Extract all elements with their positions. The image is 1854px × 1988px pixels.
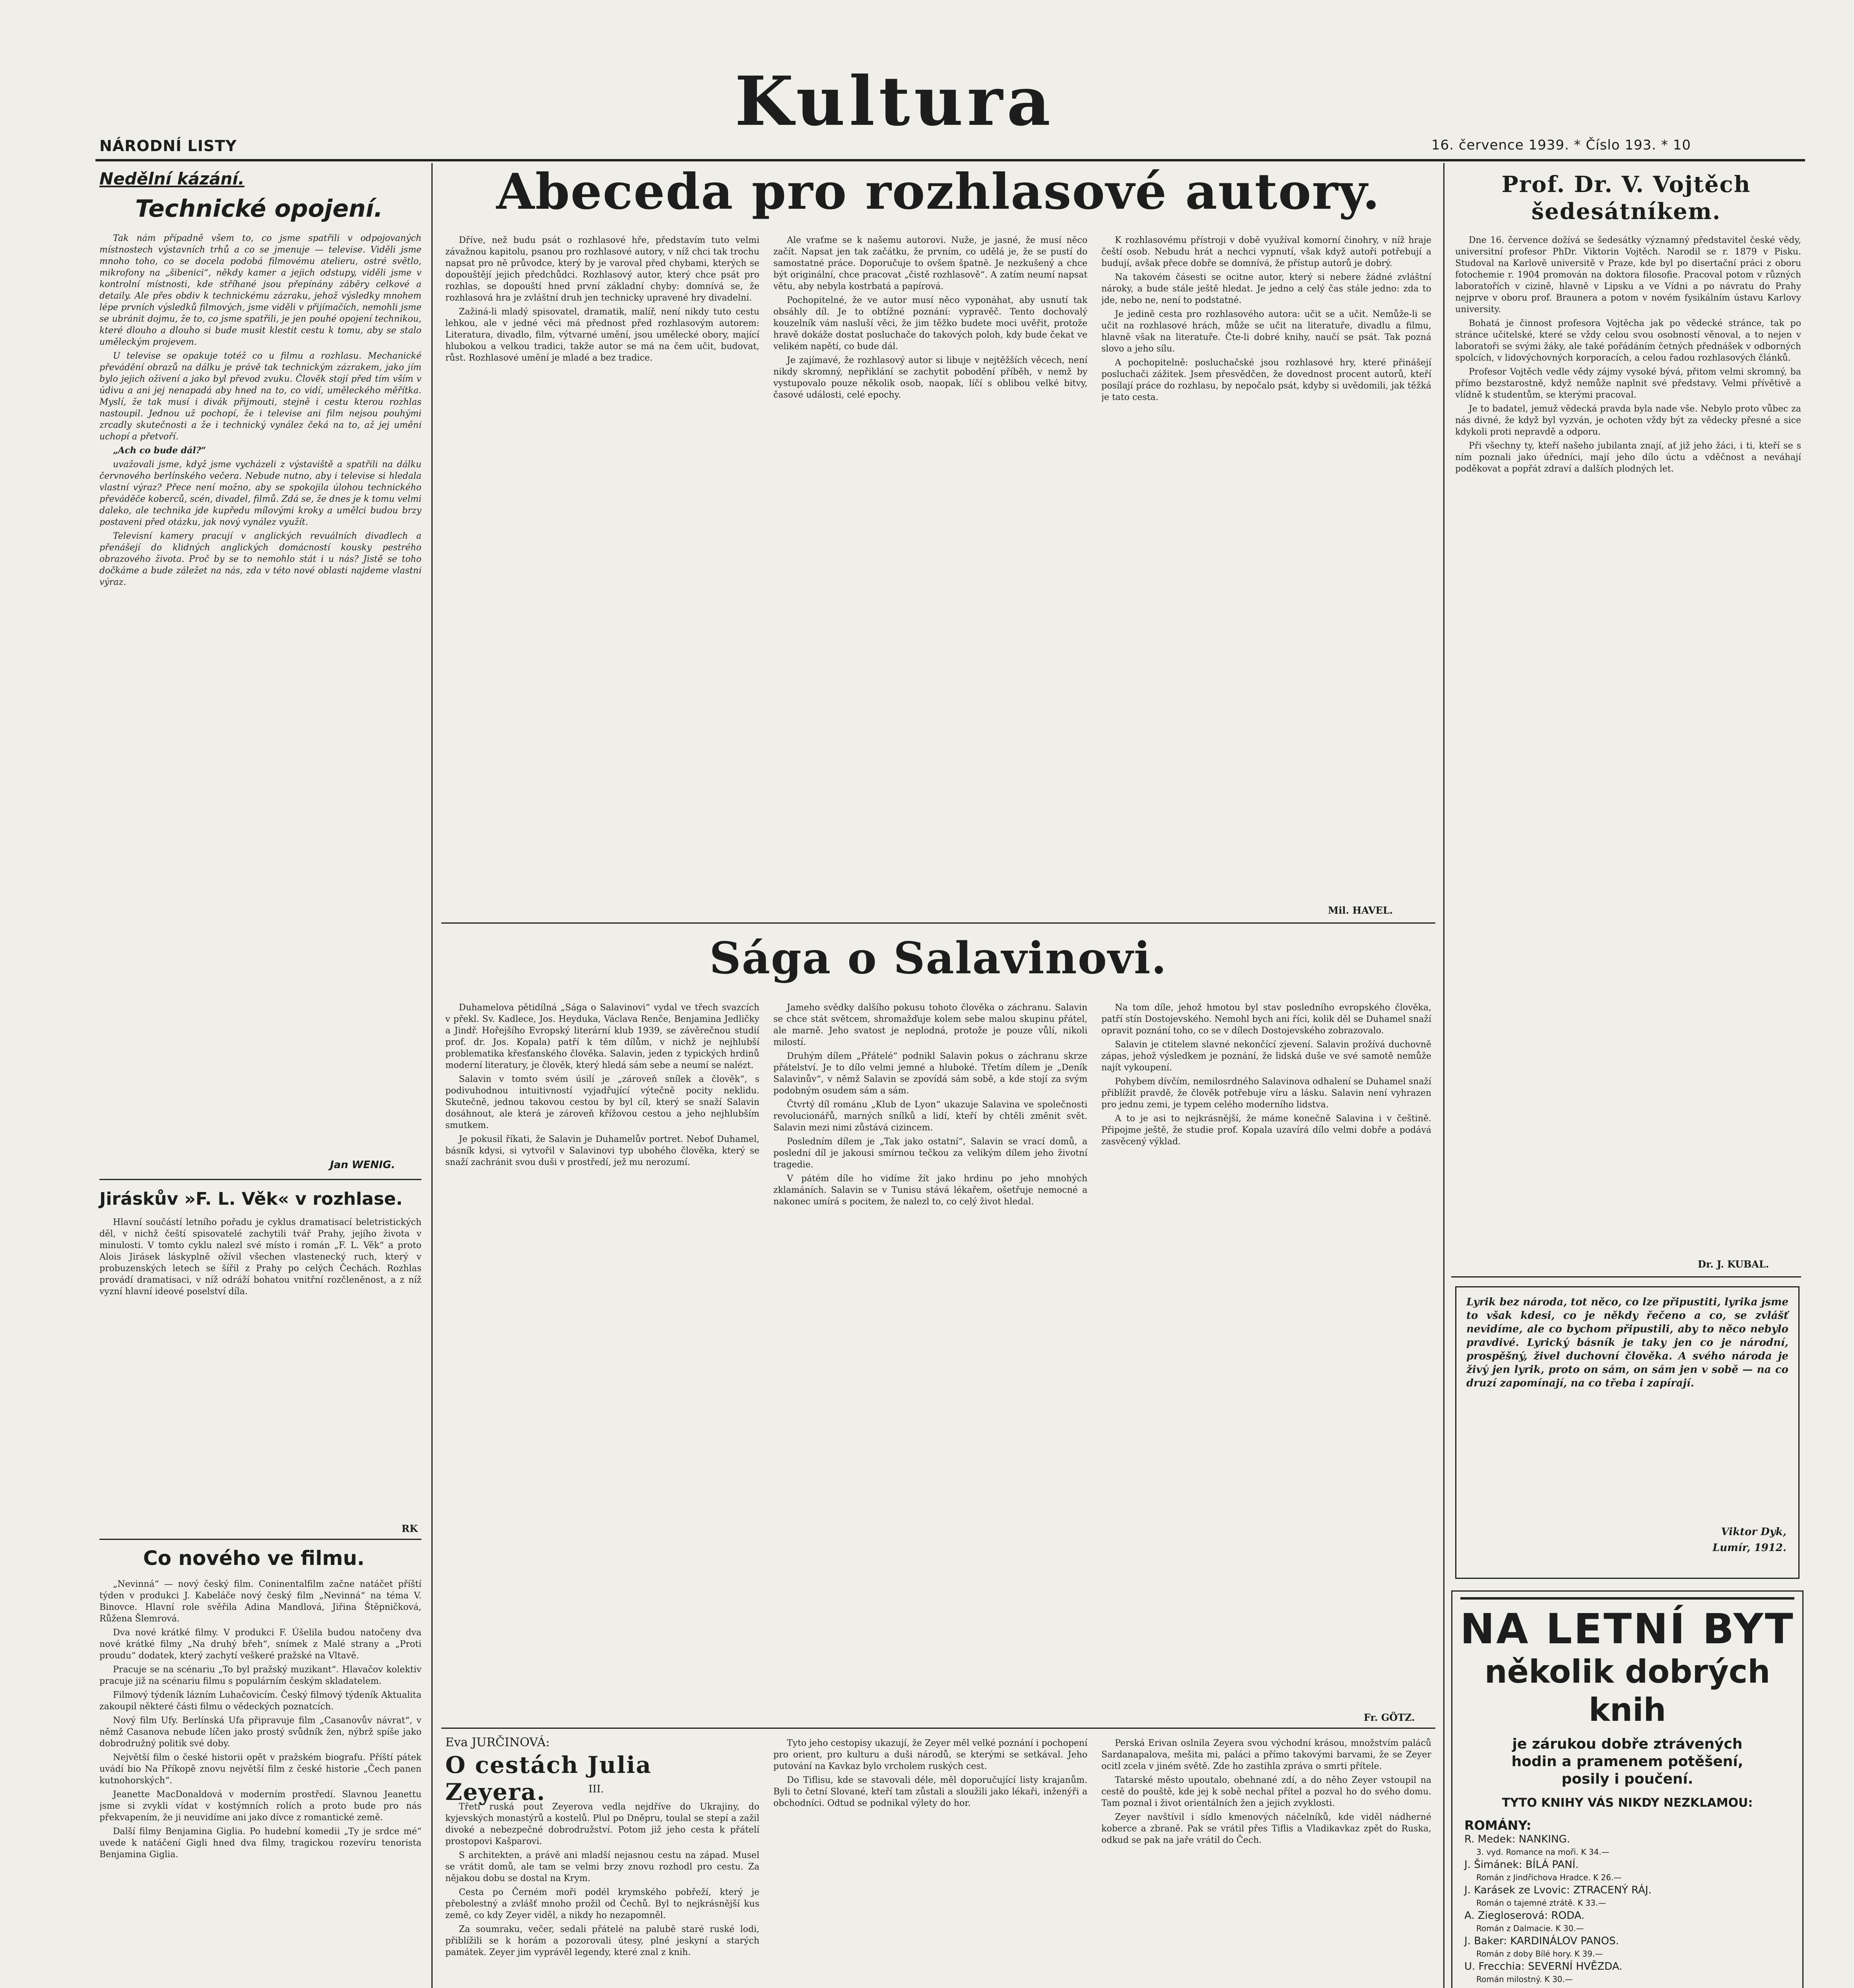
- ad-book-note: Román o tajemné ztrátě. K 33.—: [1476, 1898, 1606, 1908]
- ad-book-note: Román z Jindřichova Hradce. K 26.—: [1476, 1873, 1622, 1882]
- ad-book-note: Román z doby Bílé hory. K 39.—: [1476, 1949, 1603, 1959]
- zeyer-paragraph: Zeyer navštívil i sídlo kmenových náčelníků, kde viděl nádherné koberce a zbraně. Pak se vrátil přes Tiflis a Vladikavkaz zpět do Ruska, odkud se pak na jaře vrátil do Čech.: [1101, 1812, 1431, 1845]
- abeceda-paragraph: K rozhlasovému přístroji v době využíval komorní činohry, v níž hraje čeští osob. Nebudu hrát a nechci vypnutí, však když autoři potřebují a budují, avšak přece dobře se domnívá, že přístup autorů je dobrý.: [1101, 235, 1431, 268]
- ad-book-note: Román milostný. K 30.—: [1476, 1974, 1573, 1984]
- saga-title: Sága o Salavinovi.: [709, 932, 1167, 984]
- film-item: Pracuje se na scénariu „To byl pražský muzikant“. Hlavačov kolektiv pracuje již na scénariu filmu s populárním českým skladatelem.: [99, 1665, 421, 1686]
- ad-book: [1464, 1884, 1790, 1909]
- column-divider-left: [431, 163, 433, 1988]
- film-item: Nový film Ufy. Berlínská Ufa připravuje film „Casanovův návrat“, v němž Casanova nebude líčen jako prostý svůdník žen, nýbrž spíše jako dobrodružný politik své doby.: [99, 1716, 421, 1749]
- zeyer-paragraph: Cesta po Černém moři podél krymského pobřeží, který je přebolestný a zvlášť mnoho prožil od Čechů. Byl to nejkrásnější kus země, co kdy Zeyer viděl, a nikdy ho nezapomněl.: [445, 1887, 759, 1920]
- film-items: [99, 1578, 421, 1988]
- zeyer-paragraph: Do Tiflisu, kde se stavovali déle, měl doporučující listy krajanům. Byli to četní Slované, kteří tam zůstali a sloužili jako lékaři, inženýři a obchodníci. Odtud se podnikal výlety do hor.: [773, 1775, 1087, 1808]
- left-signature: Jan WENIG.: [330, 1159, 395, 1171]
- abeceda-paragraph: Dříve, než budu psát o rozhlasové hře, představím tuto velmi závažnou kapitolu, psanou pro rozhlasové autory, v níž chci tak trochu napsat pro ně průvodce, který by je varoval před chybami, kterých se dopouštějí jejich předchůdci. Rozhlasový autor, který chce psát pro rozhlas, se dopouští hned první základní chyby: domnívá se, že rozhlasová hra je zvláštní druh jen technicky upravené hry divadelní.: [445, 235, 759, 303]
- jirasek-text: Hlavní součástí letního pořadu je cyklus dramatisací beletristických děl, v nichž čeští spisovatelé zachytili tvář Prahy, jejího života v minulosti. V tomto cyklu nalezl své místo i román „F. L. Věk“ a proto Alois Jirásek láskyplně ožívil všechen vlastenecký ruch, který v probuzenských letech se šířil z Prahy po celých Čechách. Rozhlas provádí dramatisaci, v níž odráží bohatou vnitřní rozčleněnost, a z níž vyzní hlavní ideové poselství díla.: [99, 1217, 421, 1297]
- saga-col-2: [773, 1002, 1087, 1726]
- header-rule: [95, 159, 1805, 161]
- jirasek-signature: RK: [402, 1523, 418, 1534]
- saga-signature: Fr. GÖTZ.: [1364, 1712, 1415, 1723]
- ad-book-note: Román z Dalmacie. K 30.—: [1476, 1924, 1584, 1933]
- paper-name: NÁRODNÍ LISTY: [99, 137, 237, 155]
- abeceda-col-1: [445, 235, 759, 911]
- abeceda-paragraph: A pochopitelně: posluchačské jsou rozhlasové hry, které přinášejí posluchači zážitek. Jsem přesvědčen, že dovednost procent autorů, kteří posílají práce do rozhlasu, by nepočalo psát, kdyby si uvědomili, jak těžká je tato cesta.: [1101, 358, 1431, 402]
- rule-center-1: [441, 922, 1435, 924]
- ad-book-title: J. Karásek ze Lvovic: ZTRACENÝ RÁJ.: [1464, 1884, 1652, 1896]
- left-title: Technické opojení.: [135, 195, 383, 223]
- ad-book: [1464, 1960, 1790, 1986]
- book-advertisement: [1451, 1590, 1804, 1988]
- ad-book: [1464, 1858, 1790, 1884]
- vojtech-paragraph: Bohatá je činnost profesora Vojtěcha jak po vědecké stránce, tak po stránce učitelské, které se vždy celou svou osobností věnoval, a to nejen v laboratoři se svými žáky, ale také pořádáním četných přednášek v odborných spolcích, v lidovýchovných korporacích, a celou řadou rozhlasových článků.: [1455, 318, 1801, 363]
- abeceda-col-3: [1101, 235, 1431, 903]
- zeyer-paragraph: S architekten, a právě ani mladší nejasnou cestu na západ. Musel se vrátit domů, ale tam se velmi brzy znovu rozhodl pro cestu. Za nějakou dobu se dostal na Krym.: [445, 1850, 759, 1883]
- zeyer-paragraph: Tyto jeho cestopisy ukazují, že Zeyer měl velké poznání i pochopení pro orient, pro kulturu a duši národů, se kterými se setkával. Jeho putování na Kavkaz bylo vrcholem ruských cest.: [773, 1738, 1087, 1771]
- rule-left-2: [99, 1539, 421, 1540]
- vojtech-paragraph: Dne 16. července dožívá se šedesátky významný představitel české vědy, universitní profesor PhDr. Viktorin Vojtěch. Narodil se r. 1879 v Pisku. Studoval na Karlově universitě v Praze, kde byl po disertační práci z oboru fotochemie r. 1904 promován na doktora filosofie. Pracoval potom v různých laboratořích v cizině, hlavně v Lipsku a ve Vídni a po návratu do Prahy nejprve v oboru prof. Braunera a potom v novém fysikálním ústavu Karlovy university.: [1455, 235, 1801, 315]
- abeceda-paragraph: Zažiná-li mladý spisovatel, dramatik, malíř, není nikdy tuto cestu lehkou, ale v jedné věci má přednost před rozhlasovým autorem: Literatura, divadlo, film, výtvarné umění, jsou umělecké obory, mající hlubokou a velkou tradici, takže autor se má na čem učit, budovat, růst. Rozhlasové umění je mladé a bez tradice.: [445, 307, 759, 363]
- saga-paragraph: Duhamelova pětidílná „Sága o Salavinovi“ vydal ve třech svazcích v překl. Sv. Kadlece, Jos. Heydukа, Václava Renče, Benjamina Jedličky a Jindř. Hořejšího Evropský literární klub 1939, se závěrečnou studií prof. dr. Jos. Kopala) patří k těm dílům, v nichž je nejhlubší problematika křesťanského člověka. Salavin, jeden z typických hrdinů moderní literatury, je člověk, který hledá sám sebe a neumí se nalézt.: [445, 1003, 759, 1070]
- zeyer-col-3: [1101, 1738, 1431, 1988]
- saga-paragraph: Druhým dílem „Přátelé“ podnikl Salavin pokus o záchranu skrze přátelství. Je to dílo velmi jemné a hluboké. Třetím dílem je „Deník Salavinův“, v němž Salavin se zpovídá sám sobě, a kde stojí za svým podobným osudem sám a sám.: [773, 1051, 1087, 1096]
- saga-paragraph: Je pokusil říkati, že Salavin je Duhamelův portret. Neboť Duhamel, básník kdysi, si vytvořil v Salavinovi typ ubohého člověka, který se snaží zachránit svou duši v prostředí, jež mu nerozumí.: [445, 1134, 759, 1167]
- zeyer-paragraph: Za soumraku, večer, sedali přátelé na palubě staré ruské lodi, přiblížili se k horám a pozorovali útesy, plné jeskyní a starých památek. Zeyer jim vyprávěl legendy, které znal z knih.: [445, 1924, 759, 1957]
- saga-paragraph: Posledním dílem je „Tak jako ostatní“, Salavin se vrací domů, a poslední díl je jakousi smírnou tečkou za velikým dílem jeho životní tragedie.: [773, 1137, 1087, 1170]
- abeceda-paragraph: Je jedině cesta pro rozhlasového autora: učit se a učit. Nemůže-li se učit na rozhlasové hrách, může se učit na literatuře, divadlu a filmu, hlavně však na literatuře. Čte-li dobré knihy, naučí se psát. Tak pozná slovo a jeho sílu.: [1101, 309, 1431, 354]
- zeyer-title: O cestách Julia Zeyera.: [445, 1751, 652, 1806]
- left-quote-title: „Ach co bude dál?“: [113, 445, 206, 456]
- zeyer-author: Eva JURČINOVÁ:: [445, 1736, 550, 1749]
- film-item: Další filmy Benjamina Giglia. Po hudební komedii „Ty je srdce mé“ uvede k natáčení Gigli hned dva filmy, tragickou rozevíru tenorista Benjamina Giglia.: [99, 1827, 421, 1860]
- ad-rule-top: [1460, 1597, 1794, 1600]
- rule-left-1: [99, 1179, 421, 1180]
- zeyer-paragraph: Tatarské město upoutalo, obehnané zdí, a do něho Zeyer vstoupil na cestě do pouště, kde jej k sobě nechal přítel a pozval ho do svého domu. Tam poznal i život orientálních žen a jejich zvyklosti.: [1101, 1775, 1431, 1808]
- ad-book-title: J. Šimánek: BÍLÁ PANÍ.: [1464, 1859, 1579, 1871]
- film-item: Dva nové krátké filmy. V produkci F. Úšelila budou natočeny dva nové krátké filmy „Na druhý břeh“, snímek z Malé strany a „Proti proudu“ dodatek, který zachytí veškeré pražské na Vltavě.: [99, 1628, 421, 1661]
- film-item: Největší film o české historii opět v pražském biografu. Příští pátek uvádí bio Na Příkopě znovu největší film z české historie „Čech panen kutnohorských“.: [99, 1753, 421, 1786]
- ad-book-title: U. Frecchia: SEVERNÍ HVĚZDA.: [1464, 1961, 1623, 1972]
- ad-tagline: TYTO KNIHY VÁS NIKDY NEZKLAMOU:: [1502, 1796, 1753, 1810]
- poem-signature-2: Lumír, 1912.: [1712, 1542, 1786, 1554]
- ad-title-2: několik dobrých knih: [1484, 1653, 1771, 1728]
- zeyer-col-1: [445, 1801, 759, 1988]
- zeyer-col-2: [773, 1738, 1087, 1988]
- ad-lead-3: posily i poučení.: [1561, 1771, 1693, 1787]
- left-paragraph: uvažovali jsme, když jsme vycházeli z výstaviště a spatřili na dálku červnového berlínského večera. Nebude nutno, aby i televise si hledala vlastní výraz? Přece není možno, aby se spokojila úlohou technického převáděče koberců, scén, divadel, filmů. Zdá se, že dnes je k tomu velmi daleko, ale technika jde kupředu mílovými kroky a umělci budou brzy postaveni před otázku, jak nový vynález využít.: [99, 460, 421, 527]
- ad-book: [1464, 1935, 1790, 1960]
- poem-box: [1455, 1286, 1800, 1579]
- left-paragraph: U televise se opakuje totéž co u filmu a rozhlasu. Mechanické převádění obrazů na dálku je právě tak technickým zázrakem, jako jím bylo jejich oživení a jako byl převod zvuku. Člověk stojí před tím vším v údivu a ani jej nenapadá aby hned na to, co vidí, uměleckého měřítka. Myslí, že tak musí i divák přijmouti, stejně i cestu kterou rozhlas nastoupil. Jednou už pochopí, že i televise ani film nejsou pouhými zrcadly skutečnosti a že i technický vynález čeká na to, až jej umění uchopí a přetvoří.: [99, 351, 421, 442]
- jirasek-body: [99, 1217, 421, 1515]
- saga-paragraph: Na tom díle, jehož hmotou byl stav posledního evropského člověka, patří stín Dostojevského. Nemohl bych ani říci, kolik děl se Duhamel snaží opravit poznání toho, co se v dílech Dostojevského zobrazovalo.: [1101, 1003, 1431, 1036]
- abeceda-col-2: [773, 235, 1087, 911]
- vojtech-paragraph: Je to badatel, jemuž vědecká pravda byla nade vše. Nebylo proto vůbec za nás divné, že když byl vyzván, je ochoten vždy být za vědecky přesné a sice kdykoli proti nepravdě a odporu.: [1455, 404, 1801, 437]
- saga-col-1: [445, 1002, 759, 1726]
- ad-book-note: 3. vyd. Romance na moři. K 34.—: [1476, 1847, 1609, 1857]
- saga-paragraph: Jameho svědky dalšího pokusu tohoto člověka o záchranu. Salavin se chce stát světcem, shromažďuje kolem sebe malou skupinu přátel, ale marně. Jeho svatost je neplodná, protože je pouze vůlí, nikoli milostí.: [773, 1003, 1087, 1047]
- saga-paragraph: A to je asi to nejkrásnější, že máme konečně Salavina i v češtině. Připojme ještě, že studie prof. Kopala uzavírá dílo velmi dobře a podává zasvěcený výklad.: [1101, 1114, 1431, 1147]
- ad-book-title: R. Medek: NANKING.: [1464, 1833, 1570, 1845]
- zeyer-paragraph: Perská Erivan oslnila Zeyera svou východní krásou, množstvím paláců Sardanapalova, mešita mi, paláci a přímo takovými barvami, že se Zeyer ocitl zcela v jiném světě. Zde ho zastihla zpráva o smrti přítele.: [1101, 1738, 1431, 1771]
- vojtech-body: [1455, 235, 1801, 1229]
- vojtech-paragraph: Profesor Vojtěch vedle vědy zájmy vysoké bývá, přitom velmi skromný, ba přímo bezstarostně, když nemůže naplnit své představy. Velmi přívětivě a vlídně k studentům, se kterými pracoval.: [1455, 367, 1801, 400]
- ad-book-title: J. Baker: KARDINÁLOV PANOS.: [1464, 1935, 1619, 1947]
- zeyer-paragraph: Třetí ruská pout Zeyerova vedla nejdříve do Ukrajiny, do kyjevských monastýrů a kostelů. Plul po Dněpru, toulal se stepí a zažil divoké a nebezpečné dobrodružství. Potom již jeho cesta k přátelí prostopovi Kašparovi.: [445, 1802, 759, 1846]
- saga-col-3: [1101, 1002, 1431, 1714]
- abeceda-signature: Mil. HAVEL.: [1328, 905, 1393, 916]
- film-title: Co nového ve filmu.: [143, 1547, 365, 1570]
- ad-list: [1452, 1810, 1802, 1988]
- section-masthead: Kultura: [734, 62, 1055, 141]
- ad-lead-2: hodin a pramenem potěšení,: [1511, 1753, 1743, 1770]
- abeceda-title: Abeceda pro rozhlasové autory.: [496, 163, 1380, 221]
- film-item: Filmový týdeník lázním Luhačovicím. Český filmový týdeník Aktualita zakoupil některé části filmu o vědeckých poznatcích.: [99, 1690, 421, 1712]
- ad-book: [1464, 1833, 1790, 1858]
- vojtech-paragraph: Při všechny ty, kteří našeho jubilanta znají, ať již jeho žáci, i ti, kteří se s ním poznali jako úředníci, mají jeho dílo úctu a vděčnost a neváhají poděkovat a popřát zdraví a dalších plodných let.: [1455, 441, 1801, 474]
- column-divider-right: [1443, 163, 1444, 1988]
- left-paragraph: Tak nám případně všem to, co jsme spatřili v odpojovaných místnostech výstavních trhů a co se jmenuje — televise. Viděli jsme mnoho toho, co se docela podobá filmovému atelieru, ostré světlo, mikrofony na „šibenici“, někdy kamer a jejich odstupy, viděli jsme v kontrolní místnosti, kde stříhané jsou přepínány záběry celkové a detaily. Ale přes obdiv k technickému zázraku, jehož výsledky mnohem lépe prvních výsledků filmových, jsme viděli v přijímačích, nemohli jsme se ubránit dojmu, že to, co jsme spatřili, je jen pouhé opojení technikou, které dlouho a dlouho si bude musit klestit cestu k tomu, aby se stalo uměleckým projevem.: [99, 233, 421, 347]
- poem-signature: Viktor Dyk,: [1721, 1526, 1786, 1538]
- abeceda-paragraph: Je zajímavé, že rozhlasový autor si libuje v nejtěžších věcech, není nikdy skromný, nepřiklání se zachytit pobodění příběh, v nemž by vystupovalo pouze několik osob, naopak, líčí s oblibou velké bitvy, časové události, celé epochy.: [773, 355, 1087, 400]
- ad-book-title: A. Ziegloserová: RODA.: [1464, 1910, 1585, 1922]
- left-kicker: Nedělní kázání.: [99, 169, 245, 188]
- saga-paragraph: Salavin je ctitelem slavné nekončící zjevení. Salavin prožívá duchovně zápas, jehož výsledkem je poznání, že lidská duše ve své samotě nemůže najít vykoupení.: [1101, 1040, 1431, 1073]
- abeceda-paragraph: Na takovém čásesti se ocitne autor, který si nebere žádné zvláštní nároky, a bude stále ještě hledat. Je jedno a celý čas stále jedno: zda to jde, nebo ne, není to podstatné.: [1101, 272, 1431, 305]
- jirasek-title: Jiráskův »F. L. Věk« v rozhlase.: [99, 1189, 403, 1209]
- date-issue: 16. července 1939. * Číslo 193. * 10: [1431, 137, 1691, 153]
- saga-paragraph: Čtvrtý díl románu „Klub de Lyon“ ukazuje Salavina ve společnosti revolucionářů, marných snílků a lidí, kteří by chtěli změnit svět. Salavin mezi nimi zůstává cizincem.: [773, 1100, 1087, 1133]
- film-item: „Nevinná“ — nový český film. Coninentalfilm začne natáčet příští týden v produkci J. Kabeláče nový český film „Nevinná“ na téma V. Binovce. Hlavní role svěřila Adina Mandlová, Jiřina Štěpničková, Růžena Šlemrová.: [99, 1579, 421, 1624]
- left-paragraph: Televisní kamery pracují v anglických revuálních divadlech a přenášejí do klidných anglických domácností kousky pestrého obrazového života. Proč by se to nemohlo stát i u nás? Jistě se toho dočkáme a bude záležet na nás, zda v této nové oblasti najdeme vlastní výraz.: [99, 531, 421, 587]
- ad-lead-1: je zárukou dobře ztrávených: [1512, 1736, 1743, 1752]
- ad-title-1: NA LETNÍ BYT: [1460, 1605, 1795, 1653]
- saga-paragraph: Salavin v tomto svém úsilí je „zároveň snílek a člověk“, s podivuhodnou intuitivností vyjadřující výtečně pocity neklidu. Skutečně, jednou takovou cestou by byl cíl, který se snaží Salavin dosáhnout, ale která je zároveň křížovou cestou a jeho nejhlubším smutkem.: [445, 1074, 759, 1130]
- vojtech-title: Prof. Dr. V. Vojtěch šedesátníkem.: [1501, 171, 1751, 225]
- vojtech-signature: Dr. J. KUBAL.: [1698, 1258, 1769, 1270]
- abeceda-paragraph: Ale vraťme se k našemu autorovi. Nuže, je jasné, že musí něco začít. Napsat jen tak začátku, že prvním, co udělá je, že se pustí do samostatné práce. Doporučuje to ovšem špatně. Je nezkušený a chce být originální, chce pracovat „čistě rozhlasově“. A zatím neumí napsat větu, aby nebyla kostrbatá a papírová.: [773, 235, 1087, 291]
- zeyer-part: III.: [588, 1783, 604, 1795]
- ad-section-heading: ROMÁNY:: [1464, 1818, 1532, 1833]
- film-item: Jeanette MacDonaldová v moderním prostředí. Slavnou Jeanettu jsme si zvykli vídat v kostýmních rolích a proto bude pro nás překvapením, že ji neuvidíme ani jako dívce z romantické země.: [99, 1790, 421, 1823]
- abeceda-paragraph: Pochopitelné, že ve autor musí něco vyponáhat, aby usnutí tak obsáhly díl. Je to obtížné poznání: vypravěč. Tento dochovalý kouzelník vám nasluší věci, že jim těžko budete moci uvěřit, protože hravě dokáže dostat posluchače do takových poloh, kdy bude čekat ve velikém napětí, co bude dál.: [773, 295, 1087, 351]
- saga-paragraph: V pátém díle ho vidíme žít jako hrdinu po jeho mnohých zklamáních. Salavin se v Tunisu stává lékařem, ošetřuje nemocné a nakonec umírá s pocitem, že nalezl to, co celý život hledal.: [773, 1174, 1087, 1207]
- poem-text: Lyrik bez národa, tot něco, co lze připustiti, lyrika jsme to však kdesi, co je někdy řečeno a co, se zvlášť nevidíme, ale co bychom připustili, aby to něco nebylo pravdivé. Lyrický básník je taky jen co je národní, prospěšný, živel duchovní člověka. A svého národa je živý jen lyrik, proto on sám, on sám jen v sobě — na co druzí zapomínají, na co třeba i zapírají.: [1466, 1296, 1788, 1389]
- rule-right-1: [1451, 1276, 1801, 1277]
- rule-center-2: [441, 1728, 1435, 1729]
- ad-book: [1464, 1909, 1790, 1935]
- left-article-body: [99, 233, 421, 1155]
- saga-paragraph: Pohybem dívčím, nemilosrdného Salavinova odhalení se Duhamel snaží přiblížit pravdě, že člověk potřebuje víru a lásku. Salavin není vyhrazen pro jednu zemi, je typem celého moderního lidstva.: [1101, 1077, 1431, 1110]
